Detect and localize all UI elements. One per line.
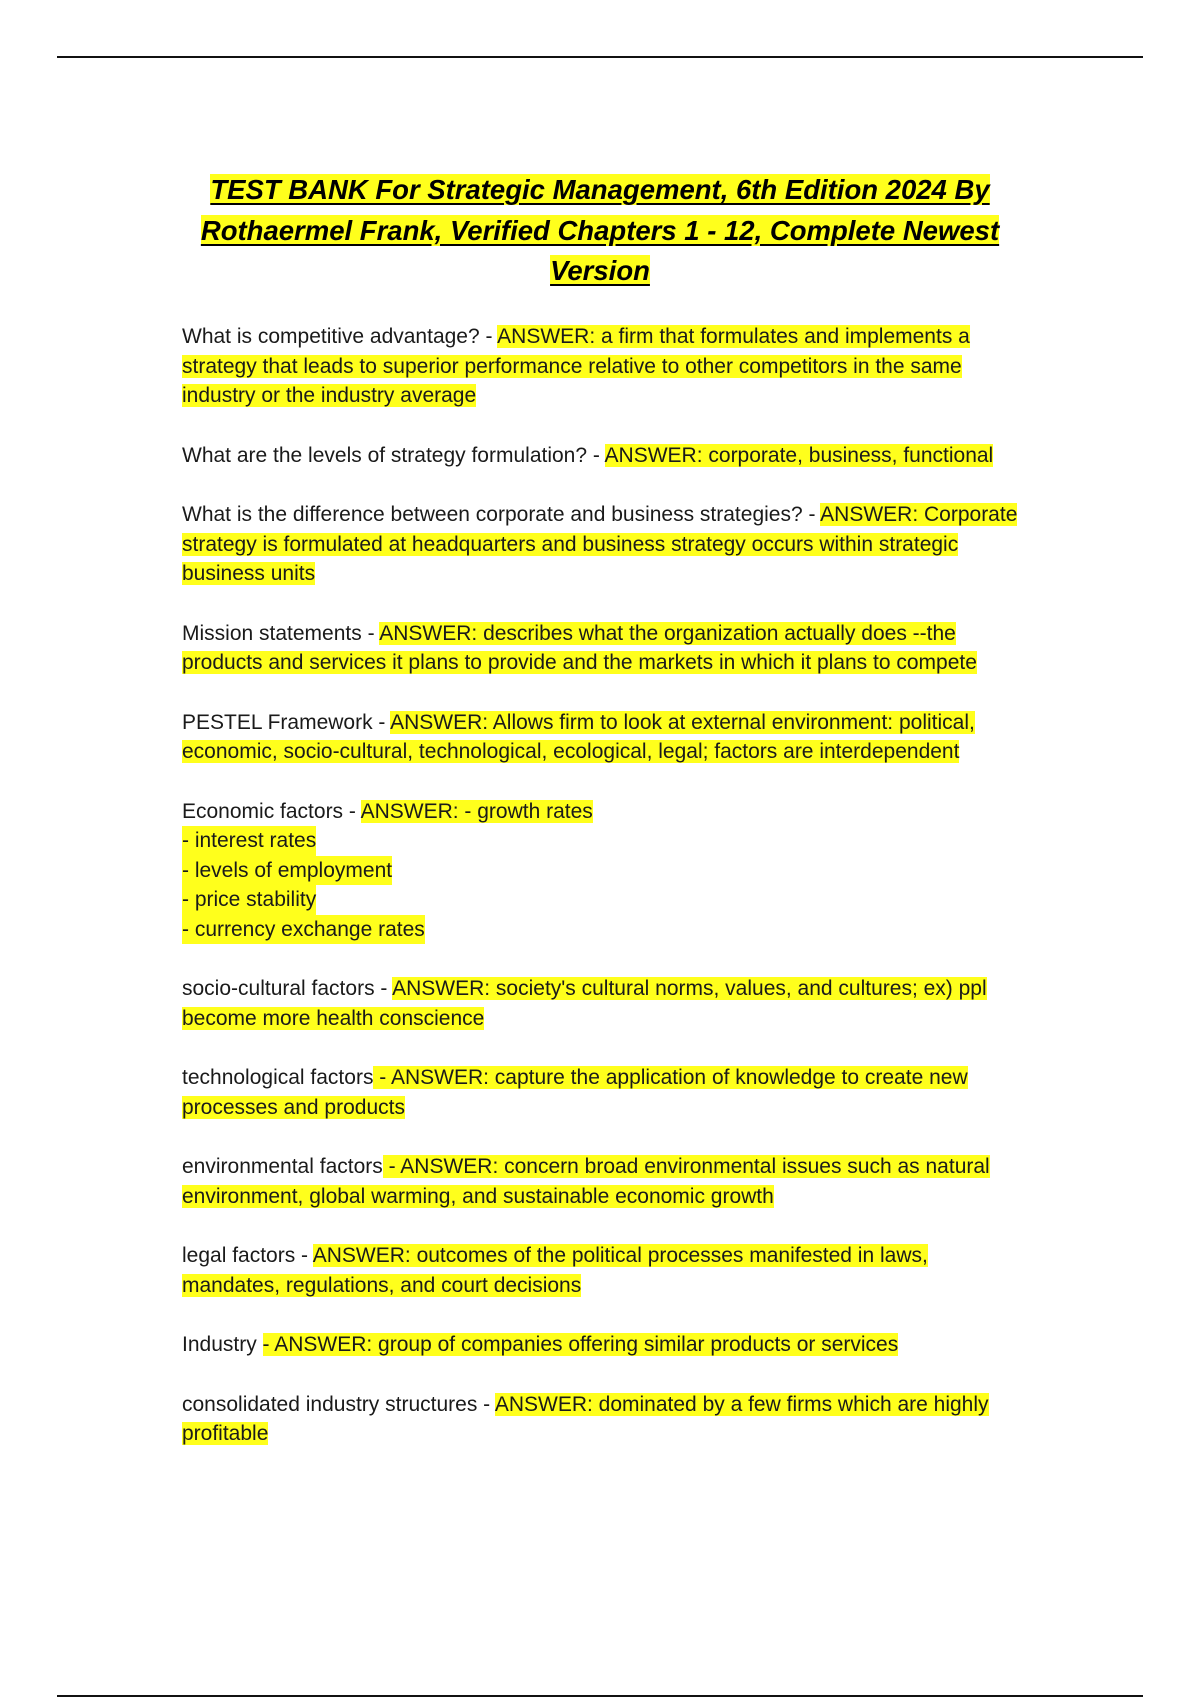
answer-text: ANSWER: describes what the organization actually does --the products and services it plans to provide and the markets in which it plans to compete xyxy=(182,621,977,674)
qa-list xyxy=(182,322,1022,1479)
question-text: Industry xyxy=(182,1333,263,1356)
question-text: Economic factors - xyxy=(182,799,361,823)
qa-item xyxy=(182,322,1022,411)
qa-item xyxy=(182,797,1022,945)
answer-text: ANSWER: society's cultural norms, values, and cultures; ex) ppl become more health conscience xyxy=(182,977,987,1030)
answer-text: ANSWER: dominated by a few firms which are highly profitable xyxy=(182,1392,989,1445)
qa-item xyxy=(182,708,1022,767)
qa-item xyxy=(182,1063,1022,1122)
answer-text: - ANSWER: group of companies offering similar products or services xyxy=(262,1333,899,1356)
answer-list-line: - interest rates xyxy=(182,826,316,856)
footer-rule xyxy=(57,1695,1143,1697)
qa-item xyxy=(182,441,1022,471)
answer-text: ANSWER: - growth rates xyxy=(360,799,593,823)
question-text: environmental factors xyxy=(182,1155,383,1178)
qa-item xyxy=(182,1330,1022,1360)
question-text: What are the levels of strategy formulation? - xyxy=(182,443,605,467)
qa-item xyxy=(182,1390,1022,1449)
answer-text: - ANSWER: concern broad environmental issues such as natural environment, global warming, and sustainable economic growth xyxy=(182,1155,990,1208)
answer-text: ANSWER: Allows firm to look at external environment: political, economic, socio-cultural, technological, ecological, legal; factors are interdependent xyxy=(182,710,975,763)
qa-item xyxy=(182,1241,1022,1300)
header-rule xyxy=(57,56,1143,58)
document-title-text: TEST BANK For Strategic Management, 6th Edition 2024 By Rothaermel Frank, Verified Chapters 1 - 12, Complete Newest Version xyxy=(200,174,1000,286)
question-text: What is competitive advantage? - xyxy=(182,325,498,348)
answer-list-line: - currency exchange rates xyxy=(182,915,425,945)
question-text: consolidated industry structures - xyxy=(182,1392,495,1416)
document-title xyxy=(185,170,1015,292)
answer-list-line: - levels of employment xyxy=(182,856,392,886)
qa-item xyxy=(182,500,1022,589)
qa-item xyxy=(182,1152,1022,1211)
question-text: legal factors - xyxy=(182,1244,313,1267)
answer-text: ANSWER: outcomes of the political processes manifested in laws, mandates, regulations, and court decisions xyxy=(182,1244,928,1297)
answer-text: ANSWER: a firm that formulates and implements a strategy that leads to superior performance relative to other competitors in the same industry or the industry average xyxy=(182,325,970,407)
question-text: socio-cultural factors - xyxy=(182,977,393,1000)
answer-text: ANSWER: corporate, business, functional xyxy=(604,443,994,467)
answer-list-line: - price stability xyxy=(182,885,316,915)
question-text: What is the difference between corporate and business strategies? - xyxy=(182,503,821,526)
question-text: Mission statements - xyxy=(182,621,380,645)
qa-item xyxy=(182,619,1022,678)
answer-text: - ANSWER: capture the application of knowledge to create new processes and products xyxy=(182,1066,968,1119)
question-text: technological factors xyxy=(182,1066,374,1089)
question-text: PESTEL Framework - xyxy=(182,710,391,734)
answer-text: ANSWER: Corporate strategy is formulated at headquarters and business strategy occurs within strategic business units xyxy=(182,503,1018,585)
qa-item xyxy=(182,974,1022,1033)
